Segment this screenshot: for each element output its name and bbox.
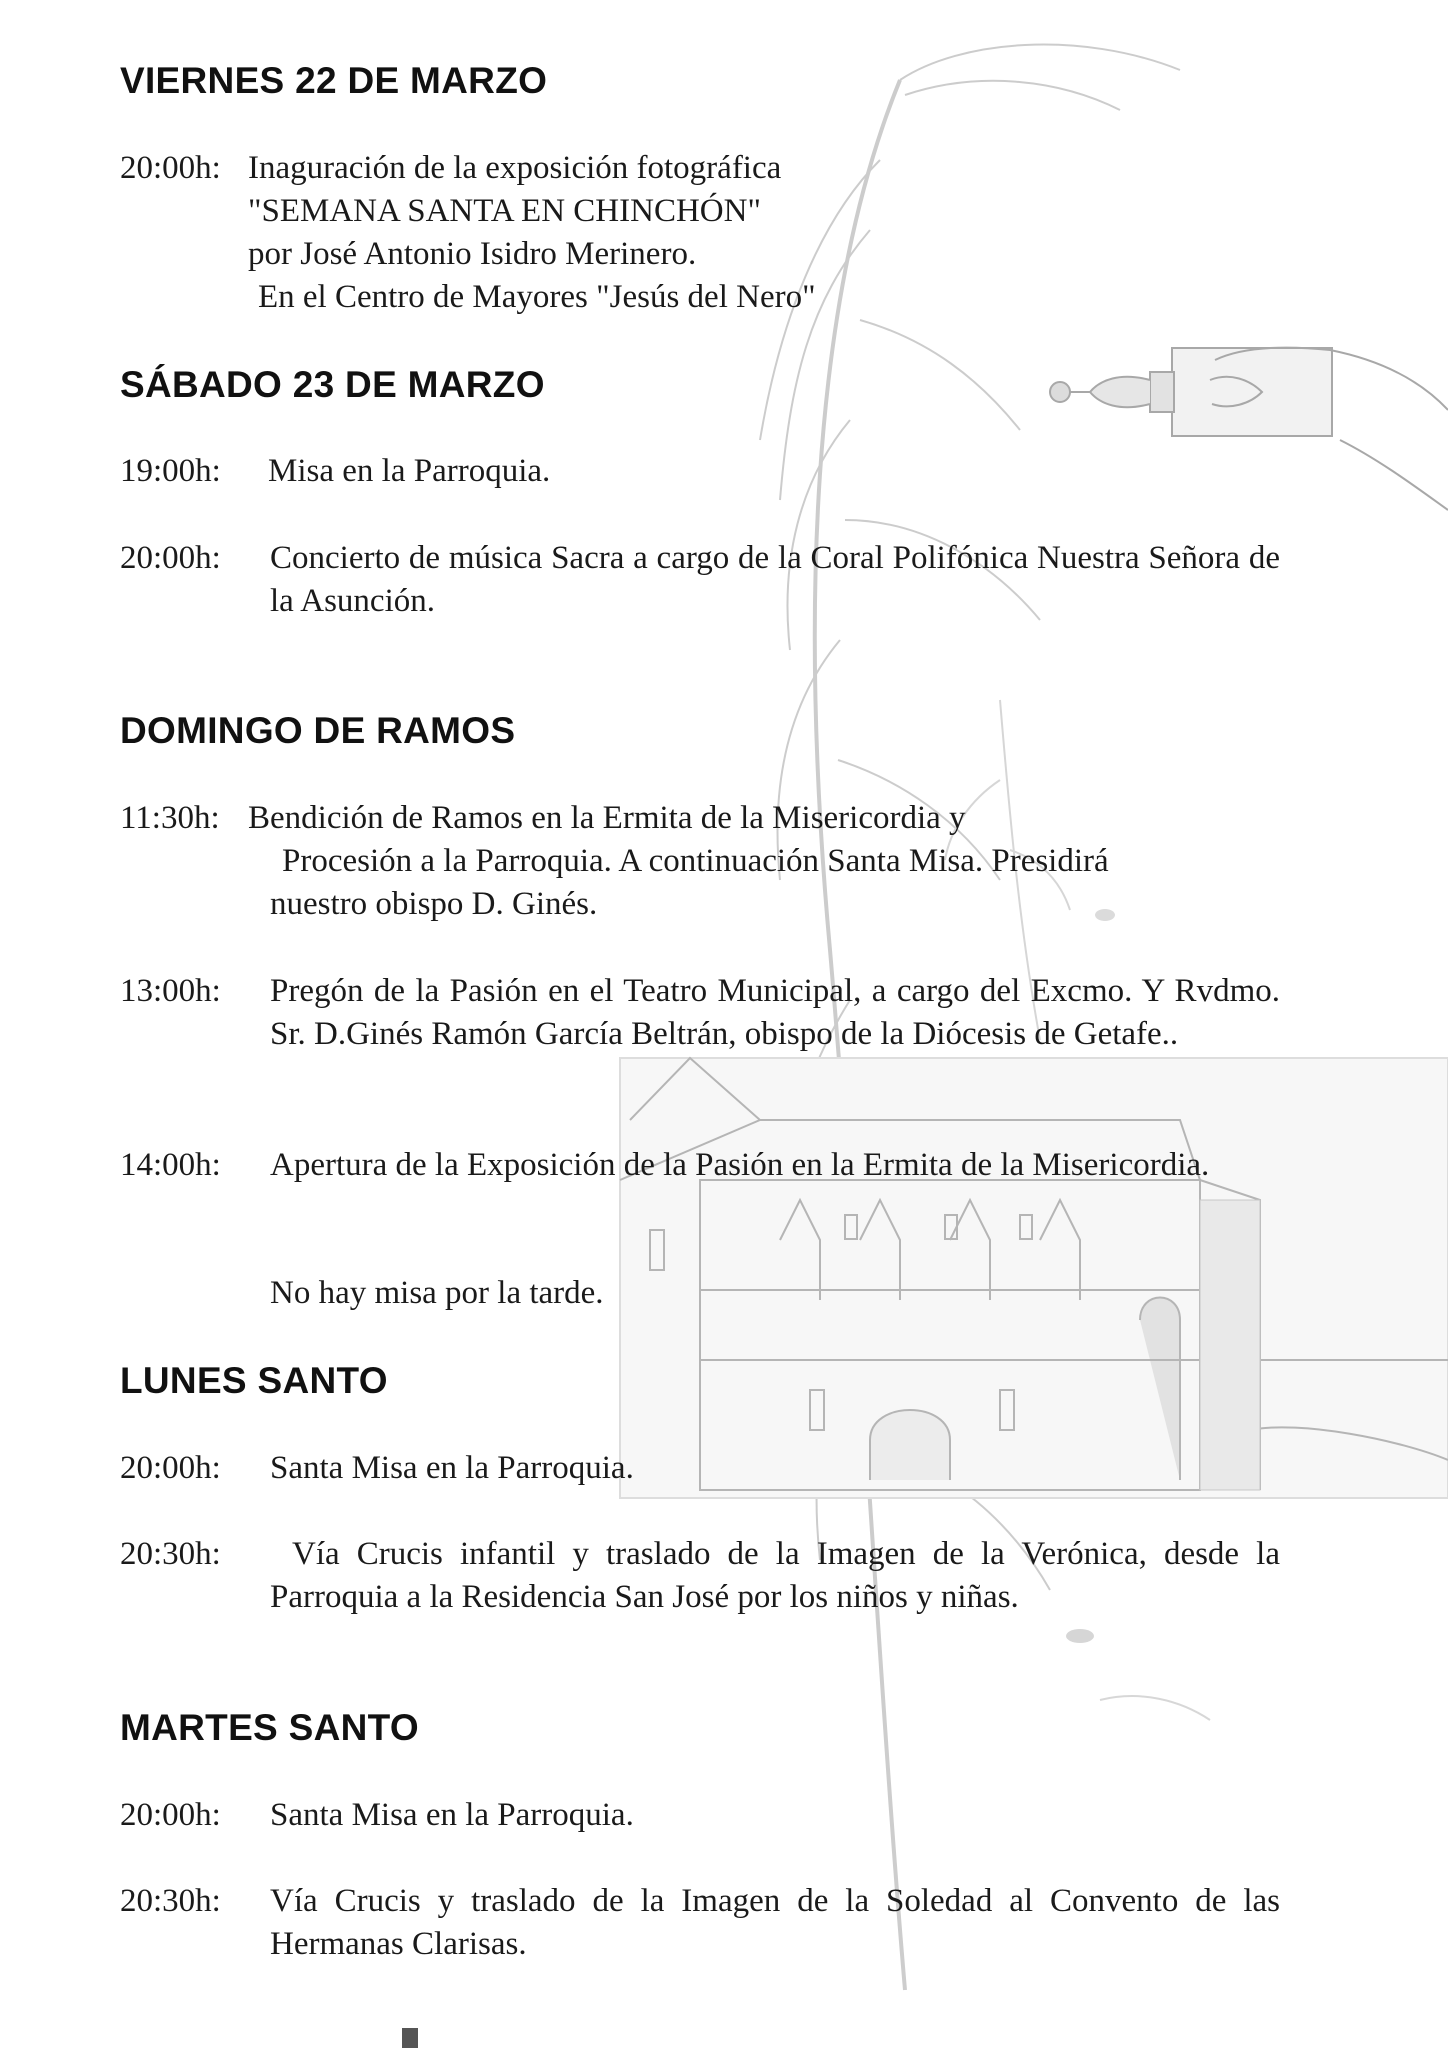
event-time: 13:00h: bbox=[120, 973, 221, 1009]
event-time: 20:00h: bbox=[120, 1797, 221, 1833]
event-domingo-1130 bbox=[120, 797, 1280, 926]
event-line: por José Antonio Isidro Merinero. bbox=[248, 236, 697, 272]
event-line: Procesión a la Parroquia. A continuación Santa Misa. Presidirá bbox=[282, 843, 1109, 879]
event-description: Misa en la Parroquia. bbox=[268, 453, 551, 489]
event-description: Santa Misa en la Parroquia. bbox=[270, 1797, 634, 1833]
event-description bbox=[248, 147, 1280, 319]
event-line: "SEMANA SANTA EN CHINCHÓN" bbox=[248, 193, 761, 229]
event-description: Pregón de la Pasión en el Teatro Municipal, a cargo del Excmo. Y Rvdmo. Sr. D.Ginés Ramón García Beltrán, obispo de la Diócesis de Getafe.. bbox=[270, 973, 1280, 1052]
event-time: 20:00h: bbox=[120, 1450, 221, 1486]
event-time: 19:00h: bbox=[120, 453, 221, 489]
event-line: En el Centro de Mayores "Jesús del Nero" bbox=[258, 279, 816, 315]
day-heading-sabado: SÁBADO 23 DE MARZO bbox=[120, 364, 545, 405]
day-heading-domingo-de-ramos: DOMINGO DE RAMOS bbox=[120, 710, 516, 751]
event-time: 20:00h: bbox=[120, 150, 221, 186]
event-martes-2030 bbox=[120, 1880, 1280, 1966]
day-heading-viernes: VIERNES 22 DE MARZO bbox=[120, 60, 548, 101]
event-description: Vía Crucis infantil y traslado de la Imagen de la Verónica, desde la Parroquia a la Residencia San José por los niños y niñas. bbox=[270, 1536, 1280, 1615]
event-time: 11:30h: bbox=[120, 800, 220, 836]
event-time: 20:00h: bbox=[120, 540, 221, 576]
event-description: Concierto de música Sacra a cargo de la Coral Polifónica Nuestra Señora de la Asunción. bbox=[270, 540, 1280, 619]
event-time: 20:30h: bbox=[120, 1883, 221, 1919]
day-heading-martes-santo: MARTES SANTO bbox=[120, 1707, 419, 1748]
event-line: Bendición de Ramos en la Ermita de la Misericordia y bbox=[248, 800, 966, 836]
event-martes-2000 bbox=[120, 1794, 1280, 1837]
event-sabado-1900 bbox=[120, 450, 1280, 493]
day-heading-lunes-santo: LUNES SANTO bbox=[120, 1360, 388, 1401]
event-viernes-2000 bbox=[120, 147, 1280, 319]
event-description bbox=[248, 797, 1280, 926]
event-time: 20:30h: bbox=[120, 1536, 221, 1572]
event-lunes-2000 bbox=[120, 1447, 1280, 1490]
event-domingo-1300 bbox=[120, 970, 1280, 1056]
note-no-evening-mass: No hay misa por la tarde. bbox=[270, 1275, 604, 1311]
event-domingo-1400 bbox=[120, 1144, 1280, 1187]
event-lunes-2030 bbox=[120, 1533, 1280, 1619]
event-description: Santa Misa en la Parroquia. bbox=[270, 1450, 634, 1486]
event-description: Apertura de la Exposición de la Pasión en la Ermita de la Misericordia. bbox=[270, 1147, 1210, 1183]
event-sabado-2000 bbox=[120, 537, 1280, 623]
event-description: Vía Crucis y traslado de la Imagen de la Soledad al Convento de las Hermanas Clarisas. bbox=[270, 1883, 1280, 1962]
event-line: Inaguración de la exposición fotográfica bbox=[248, 150, 782, 186]
event-time: 14:00h: bbox=[120, 1147, 221, 1183]
event-line: nuestro obispo D. Ginés. bbox=[270, 886, 598, 922]
